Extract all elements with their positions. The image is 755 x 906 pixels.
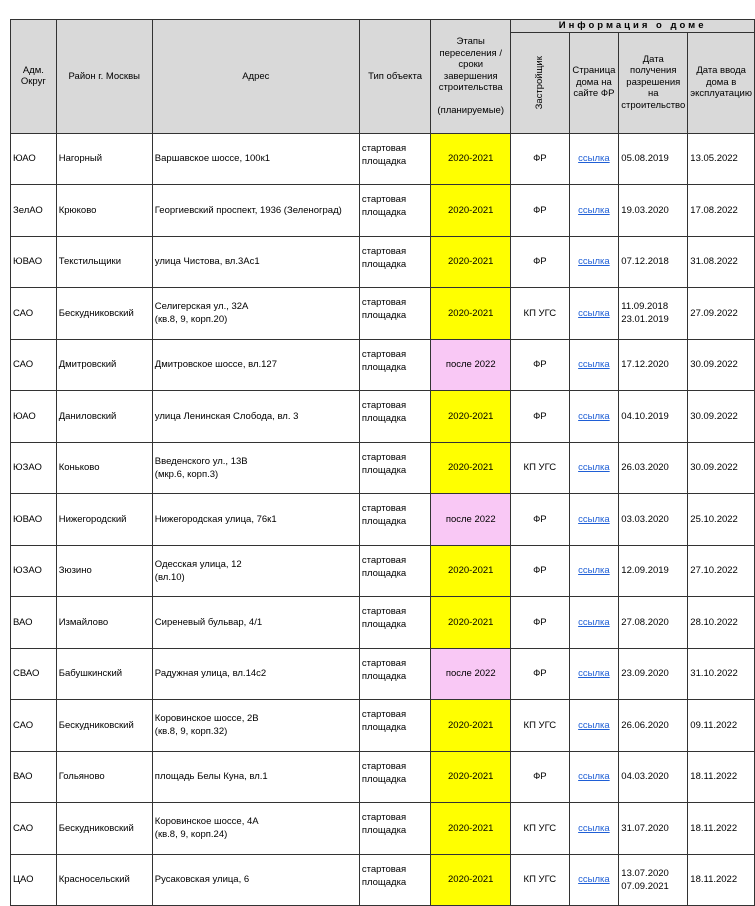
resettlement-table bbox=[10, 19, 755, 906]
link-cell bbox=[569, 803, 619, 855]
table-row bbox=[11, 185, 755, 237]
permit-date: 03.03.2020 bbox=[621, 513, 669, 525]
stage-cell: 2020-2021 bbox=[431, 133, 511, 185]
permit-cell bbox=[619, 545, 688, 597]
address-line: Коровинское шоссе, 4А bbox=[154, 816, 259, 828]
district-cell: Красносельский bbox=[56, 854, 152, 906]
house-page-link[interactable]: ссылка bbox=[578, 771, 610, 783]
house-page-link[interactable]: ссылка bbox=[578, 822, 610, 834]
permit-date: 05.08.2019 bbox=[621, 153, 669, 165]
district-cell: Измайлово bbox=[56, 597, 152, 649]
table-row bbox=[11, 339, 755, 391]
okrug-cell: САО bbox=[11, 288, 57, 340]
developer-cell: ФР bbox=[511, 545, 569, 597]
permit-date: 23.01.2019 bbox=[621, 314, 669, 326]
address-cell bbox=[152, 391, 359, 443]
table-row bbox=[11, 700, 755, 752]
commission-cell: 09.11.2022 bbox=[688, 700, 755, 752]
permit-date: 07.09.2021 bbox=[621, 880, 669, 892]
okrug-cell: САО bbox=[11, 700, 57, 752]
okrug-cell: ЮАО bbox=[11, 133, 57, 185]
header-developer bbox=[511, 32, 569, 133]
stage-cell: 2020-2021 bbox=[431, 442, 511, 494]
house-page-link[interactable]: ссылка bbox=[578, 565, 610, 577]
table-row bbox=[11, 545, 755, 597]
developer-cell: ФР bbox=[511, 133, 569, 185]
commission-cell: 25.10.2022 bbox=[688, 494, 755, 546]
type-cell: стартовая площадка bbox=[359, 597, 430, 649]
address-line: Нижегородская улица, 76к1 bbox=[154, 513, 277, 525]
permit-date: 27.08.2020 bbox=[621, 616, 669, 628]
okrug-cell: ЗелАО bbox=[11, 185, 57, 237]
address-line: Коровинское шоссе, 2В bbox=[154, 713, 259, 725]
address-line: улица Ленинская Слобода, вл. 3 bbox=[154, 410, 299, 422]
table-row bbox=[11, 751, 755, 803]
type-cell: стартовая площадка bbox=[359, 494, 430, 546]
link-cell bbox=[569, 236, 619, 288]
address-cell bbox=[152, 133, 359, 185]
table-row bbox=[11, 288, 755, 340]
permit-date: 19.03.2020 bbox=[621, 204, 669, 216]
address-line: площадь Белы Куна, вл.1 bbox=[154, 771, 268, 783]
header-stage bbox=[431, 20, 511, 134]
district-cell: Бескудниковский bbox=[56, 700, 152, 752]
house-page-link[interactable]: ссылка bbox=[578, 668, 610, 680]
address-line: Селигерская ул., 32А bbox=[154, 301, 249, 313]
permit-date: 04.10.2019 bbox=[621, 410, 669, 422]
link-cell bbox=[569, 185, 619, 237]
developer-cell: ФР bbox=[511, 751, 569, 803]
commission-cell: 31.10.2022 bbox=[688, 648, 755, 700]
address-cell bbox=[152, 803, 359, 855]
district-cell: Нагорный bbox=[56, 133, 152, 185]
address-cell bbox=[152, 442, 359, 494]
commission-cell: 13.05.2022 bbox=[688, 133, 755, 185]
type-cell: стартовая площадка bbox=[359, 545, 430, 597]
commission-cell: 27.09.2022 bbox=[688, 288, 755, 340]
district-cell: Даниловский bbox=[56, 391, 152, 443]
developer-cell: ФР bbox=[511, 236, 569, 288]
house-page-link[interactable]: ссылка bbox=[578, 719, 610, 731]
developer-cell: КП УГС bbox=[511, 803, 569, 855]
commission-cell: 31.08.2022 bbox=[688, 236, 755, 288]
permit-cell bbox=[619, 648, 688, 700]
developer-cell: ФР bbox=[511, 339, 569, 391]
okrug-cell: ЮВАО bbox=[11, 494, 57, 546]
district-cell: Нижегородский bbox=[56, 494, 152, 546]
table-row bbox=[11, 133, 755, 185]
table-row bbox=[11, 391, 755, 443]
table-row bbox=[11, 442, 755, 494]
okrug-cell: ЦАО bbox=[11, 854, 57, 906]
permit-cell bbox=[619, 339, 688, 391]
type-cell: стартовая площадка bbox=[359, 185, 430, 237]
permit-cell bbox=[619, 236, 688, 288]
okrug-cell: ЮЗАО bbox=[11, 545, 57, 597]
permit-date: 07.12.2018 bbox=[621, 256, 669, 268]
commission-cell: 30.09.2022 bbox=[688, 339, 755, 391]
okrug-cell: САО bbox=[11, 803, 57, 855]
type-cell: стартовая площадка bbox=[359, 803, 430, 855]
stage-cell: 2020-2021 bbox=[431, 288, 511, 340]
type-cell: стартовая площадка bbox=[359, 648, 430, 700]
address-cell bbox=[152, 648, 359, 700]
developer-cell: ФР bbox=[511, 648, 569, 700]
district-cell: Коньково bbox=[56, 442, 152, 494]
header-stage-label: Этапы переселения / сроки завершения строительства bbox=[438, 36, 503, 93]
link-cell bbox=[569, 700, 619, 752]
district-cell: Крюково bbox=[56, 185, 152, 237]
address-cell bbox=[152, 751, 359, 803]
table-row bbox=[11, 494, 755, 546]
stage-cell: после 2022 bbox=[431, 494, 511, 546]
header-info: Информация о доме bbox=[511, 20, 755, 33]
developer-cell: ФР bbox=[511, 494, 569, 546]
type-cell: стартовая площадка bbox=[359, 854, 430, 906]
address-line: улица Чистова, вл.3Ас1 bbox=[154, 256, 260, 268]
address-cell bbox=[152, 545, 359, 597]
link-cell bbox=[569, 648, 619, 700]
stage-cell: 2020-2021 bbox=[431, 391, 511, 443]
permit-date: 11.09.2018 bbox=[621, 301, 669, 313]
type-cell: стартовая площадка bbox=[359, 700, 430, 752]
okrug-cell: ВАО bbox=[11, 597, 57, 649]
developer-cell: КП УГС bbox=[511, 288, 569, 340]
commission-cell: 18.11.2022 bbox=[688, 854, 755, 906]
okrug-cell: ЮВАО bbox=[11, 236, 57, 288]
permit-date: 04.03.2020 bbox=[621, 771, 669, 783]
developer-cell: ФР bbox=[511, 391, 569, 443]
address-cell bbox=[152, 597, 359, 649]
house-page-link[interactable]: ссылка bbox=[578, 410, 610, 422]
commission-cell: 18.11.2022 bbox=[688, 751, 755, 803]
permit-date: 26.06.2020 bbox=[621, 719, 669, 731]
house-page-link[interactable]: ссылка bbox=[578, 153, 610, 165]
type-cell: стартовая площадка bbox=[359, 133, 430, 185]
address-line: Варшавское шоссе, 100к1 bbox=[154, 153, 271, 165]
header-address: Адрес bbox=[152, 20, 359, 134]
type-cell: стартовая площадка bbox=[359, 391, 430, 443]
okrug-cell: ЮЗАО bbox=[11, 442, 57, 494]
house-page-link[interactable]: ссылка bbox=[578, 204, 610, 216]
header-type: Тип объекта bbox=[359, 20, 430, 134]
type-cell: стартовая площадка bbox=[359, 288, 430, 340]
address-line: Введенского ул., 13В bbox=[154, 455, 248, 467]
permit-cell bbox=[619, 133, 688, 185]
permit-cell bbox=[619, 185, 688, 237]
type-cell: стартовая площадка bbox=[359, 236, 430, 288]
okrug-cell: ЮАО bbox=[11, 391, 57, 443]
address-line: Радужная улица, вл.14с2 bbox=[154, 668, 267, 680]
developer-cell: КП УГС bbox=[511, 700, 569, 752]
district-cell: Зюзино bbox=[56, 545, 152, 597]
link-cell bbox=[569, 391, 619, 443]
permit-cell bbox=[619, 700, 688, 752]
okrug-cell: ВАО bbox=[11, 751, 57, 803]
permit-cell bbox=[619, 442, 688, 494]
address-line: (кв.8, 9, корп.32) bbox=[154, 726, 228, 738]
address-cell bbox=[152, 700, 359, 752]
permit-date: 31.07.2020 bbox=[621, 822, 669, 834]
house-page-link[interactable]: ссылка bbox=[578, 359, 610, 371]
address-line: (вл.10) bbox=[154, 571, 185, 583]
header-okrug: Адм. Округ bbox=[11, 20, 57, 134]
commission-cell: 18.11.2022 bbox=[688, 803, 755, 855]
address-line: Дмитровское шоссе, вл.127 bbox=[154, 359, 277, 371]
address-cell bbox=[152, 288, 359, 340]
commission-cell: 27.10.2022 bbox=[688, 545, 755, 597]
house-page-link[interactable]: ссылка bbox=[578, 462, 610, 474]
district-cell: Гольяново bbox=[56, 751, 152, 803]
type-cell: стартовая площадка bbox=[359, 339, 430, 391]
house-page-link[interactable]: ссылка bbox=[578, 616, 610, 628]
permit-date: 26.03.2020 bbox=[621, 462, 669, 474]
stage-cell: после 2022 bbox=[431, 339, 511, 391]
permit-cell bbox=[619, 854, 688, 906]
link-cell bbox=[569, 854, 619, 906]
address-cell bbox=[152, 339, 359, 391]
address-line: (кв.8, 9, корп.24) bbox=[154, 829, 228, 841]
permit-cell bbox=[619, 751, 688, 803]
district-cell: Бабушкинский bbox=[56, 648, 152, 700]
permit-cell bbox=[619, 494, 688, 546]
stage-cell: 2020-2021 bbox=[431, 803, 511, 855]
permit-date: 23.09.2020 bbox=[621, 668, 669, 680]
developer-cell: ФР bbox=[511, 597, 569, 649]
table-row bbox=[11, 236, 755, 288]
header-stage-note: (планируемые) bbox=[437, 105, 505, 116]
address-cell bbox=[152, 185, 359, 237]
permit-cell bbox=[619, 391, 688, 443]
header-page: Страница дома на сайте ФР bbox=[569, 32, 619, 133]
address-line: Русаковская улица, 6 bbox=[154, 874, 250, 886]
district-cell: Дмитровский bbox=[56, 339, 152, 391]
house-page-link[interactable]: ссылка bbox=[578, 256, 610, 268]
stage-cell: 2020-2021 bbox=[431, 751, 511, 803]
commission-cell: 30.09.2022 bbox=[688, 391, 755, 443]
stage-cell: 2020-2021 bbox=[431, 854, 511, 906]
address-cell bbox=[152, 854, 359, 906]
permit-date: 13.07.2020 bbox=[621, 867, 669, 879]
table-row bbox=[11, 648, 755, 700]
stage-cell: после 2022 bbox=[431, 648, 511, 700]
table-row bbox=[11, 803, 755, 855]
okrug-cell: СВАО bbox=[11, 648, 57, 700]
commission-cell: 28.10.2022 bbox=[688, 597, 755, 649]
link-cell bbox=[569, 597, 619, 649]
commission-cell: 17.08.2022 bbox=[688, 185, 755, 237]
type-cell: стартовая площадка bbox=[359, 442, 430, 494]
header-district: Район г. Москвы bbox=[56, 20, 152, 134]
type-cell: стартовая площадка bbox=[359, 751, 430, 803]
developer-cell: ФР bbox=[511, 185, 569, 237]
header-developer-label: Застройщик bbox=[534, 55, 546, 110]
commission-cell: 30.09.2022 bbox=[688, 442, 755, 494]
developer-cell: КП УГС bbox=[511, 854, 569, 906]
header-commission: Дата ввода дома в эксплуатацию bbox=[688, 32, 755, 133]
link-cell bbox=[569, 751, 619, 803]
permit-date: 12.09.2019 bbox=[621, 565, 669, 577]
stage-cell: 2020-2021 bbox=[431, 545, 511, 597]
stage-cell: 2020-2021 bbox=[431, 597, 511, 649]
address-cell bbox=[152, 236, 359, 288]
address-line: (мкр.6, корп.3) bbox=[154, 468, 219, 480]
address-line: Георгиевский проспект, 1936 (Зеленоград) bbox=[154, 204, 342, 216]
link-cell bbox=[569, 288, 619, 340]
permit-date: 17.12.2020 bbox=[621, 359, 669, 371]
permit-cell bbox=[619, 288, 688, 340]
stage-cell: 2020-2021 bbox=[431, 700, 511, 752]
district-cell: Текстильщики bbox=[56, 236, 152, 288]
district-cell: Бескудниковский bbox=[56, 288, 152, 340]
link-cell bbox=[569, 545, 619, 597]
table-row bbox=[11, 597, 755, 649]
developer-cell: КП УГС bbox=[511, 442, 569, 494]
stage-cell: 2020-2021 bbox=[431, 236, 511, 288]
district-cell: Бескудниковский bbox=[56, 803, 152, 855]
link-cell bbox=[569, 442, 619, 494]
permit-cell bbox=[619, 597, 688, 649]
link-cell bbox=[569, 339, 619, 391]
okrug-cell: САО bbox=[11, 339, 57, 391]
address-line: (кв.8, 9, корп.20) bbox=[154, 314, 228, 326]
link-cell bbox=[569, 133, 619, 185]
permit-cell bbox=[619, 803, 688, 855]
address-cell bbox=[152, 494, 359, 546]
address-line: Одесская улица, 12 bbox=[154, 558, 242, 570]
address-line: Сиреневый бульвар, 4/1 bbox=[154, 616, 263, 628]
header-permit: Дата получения разрешения на строительство bbox=[619, 32, 688, 133]
link-cell bbox=[569, 494, 619, 546]
stage-cell: 2020-2021 bbox=[431, 185, 511, 237]
house-page-link[interactable]: ссылка bbox=[578, 513, 610, 525]
table-row bbox=[11, 854, 755, 906]
house-page-link[interactable]: ссылка bbox=[578, 307, 610, 319]
house-page-link[interactable]: ссылка bbox=[578, 874, 610, 886]
